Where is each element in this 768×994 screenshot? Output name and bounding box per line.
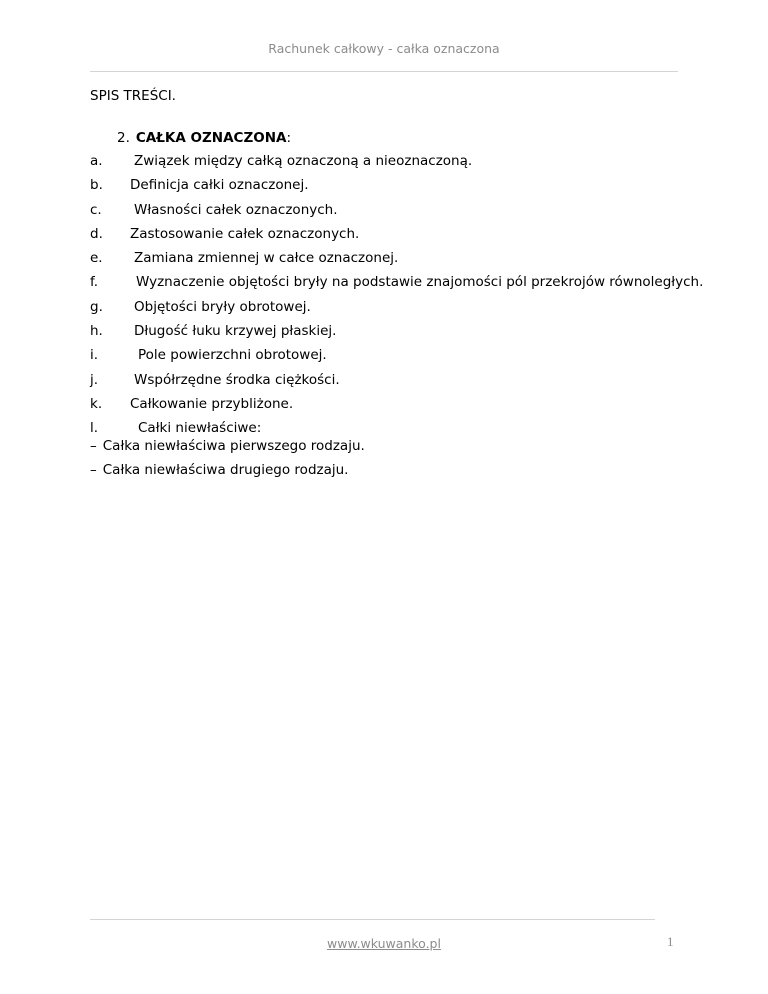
toc-item-text: Definicja całki oznaczonej. [130, 177, 309, 194]
section-title [117, 130, 291, 146]
toc-item-letter: b. [90, 177, 103, 194]
toc-item-text: Całki niewłaściwe: [138, 420, 262, 437]
subitem-text: Całka niewłaściwa pierwszego rodzaju. [102, 438, 365, 454]
toc-item-letter: l. [90, 420, 99, 437]
toc-item-text: Własności całek oznaczonych. [134, 201, 338, 218]
subitem-text: Całka niewłaściwa drugiego rodzaju. [102, 462, 349, 479]
toc-item-letter: h. [90, 323, 103, 340]
toc-item-text: Zastosowanie całek oznaczonych. [130, 225, 360, 242]
dash-bullet: – [90, 438, 97, 454]
subitem [90, 438, 365, 462]
toc-item-text: Pole powierzchni obrotowej. [138, 347, 327, 364]
toc-item-letter: c. [90, 201, 102, 218]
section-suffix: : [286, 130, 292, 146]
footer-divider [90, 919, 655, 920]
dash-bullet: – [90, 462, 97, 479]
toc-item-letter: a. [90, 153, 103, 169]
toc-item-letter: i. [90, 347, 99, 364]
toc-item-text: Wyznaczenie objętości bryły na podstawie znajomości pól przekrojów równoległych. [136, 274, 704, 291]
toc-item-text: Całkowanie przybliżone. [130, 395, 294, 412]
toc-item-text: Współrzędne środka ciężkości. [134, 371, 340, 388]
toc-item-letter: f. [90, 274, 99, 291]
toc-heading: SPIS TREŚCI. [90, 88, 176, 104]
toc-item-letter: g. [90, 298, 103, 315]
toc-item-text: Związek między całką oznaczoną a nieoznaczoną. [134, 153, 473, 169]
toc-item-letter: k. [90, 395, 103, 412]
toc-item-text: Długość łuku krzywej płaskiej. [134, 323, 337, 340]
toc-item-letter: j. [90, 371, 99, 388]
footer-website-link[interactable]: www.wkuwanko.pl [327, 936, 441, 951]
toc-item-text: Zamiana zmiennej w całce oznaczonej. [134, 250, 399, 267]
header-divider [90, 71, 678, 72]
section-name: CAŁKA OZNACZONA [135, 130, 287, 146]
subitem [90, 462, 365, 486]
toc-item-text: Objętości bryły obrotowej. [134, 298, 311, 315]
toc-item-letter: d. [90, 225, 103, 242]
page-header-title: Rachunek całkowy - całka oznaczona [268, 41, 500, 56]
page-number: 1 [667, 934, 674, 949]
toc-item-letter: e. [90, 250, 103, 267]
subitem-list [90, 438, 365, 487]
section-number: 2. [117, 130, 130, 146]
